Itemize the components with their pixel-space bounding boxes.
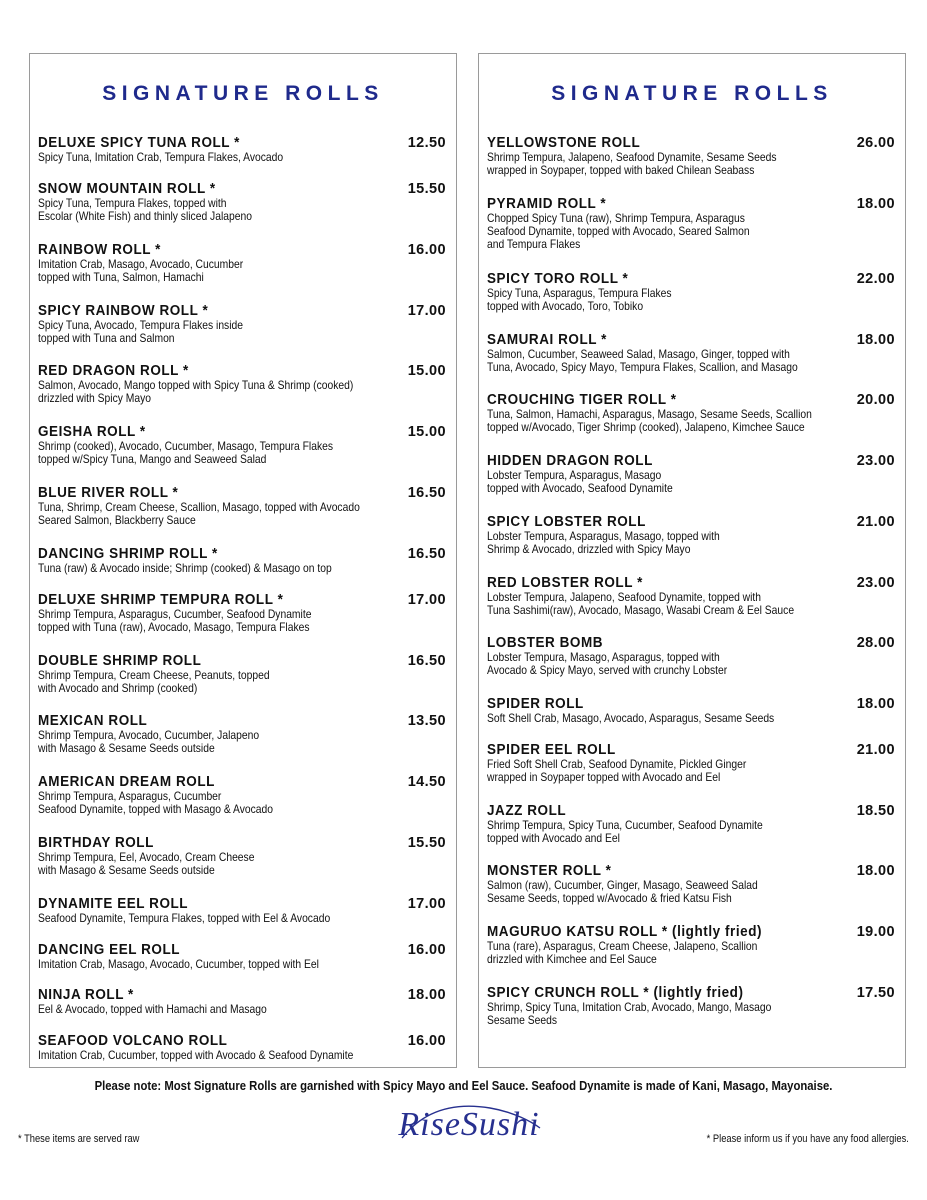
item-price: 13.50	[407, 713, 446, 729]
item-name: SEAFOOD VOLCANO ROLL	[38, 1033, 228, 1049]
item-desc: Shrimp Tempura, Eel, Avocado, Cream Cheese with Masago & Sesame Seeds outside	[38, 850, 255, 877]
item-desc: Chopped Spicy Tuna (raw), Shrimp Tempura, Asparagus Seafood Dynamite, topped with Avocado, Seared Salmon and Tempura Flakes	[487, 211, 750, 251]
item-desc: Spicy Tuna, Asparagus, Tempura Flakes topped with Avocado, Toro, Tobiko	[487, 286, 672, 313]
item-name: JAZZ ROLL	[487, 803, 567, 819]
item-name: YELLOWSTONE ROLL	[487, 135, 641, 151]
item-name: SPICY LOBSTER ROLL	[487, 514, 646, 530]
item-desc: Spicy Tuna, Tempura Flakes, topped with Escolar (White Fish) and thinly sliced Jalapeno	[38, 196, 252, 223]
item-desc: Shrimp Tempura, Avocado, Cucumber, Jalapeno with Masago & Sesame Seeds outside	[38, 728, 260, 755]
item-name: BIRTHDAY ROLL	[38, 835, 154, 851]
item-name: RED DRAGON ROLL *	[38, 363, 189, 379]
item-price: 23.00	[856, 453, 895, 469]
item-desc: Imitation Crab, Masago, Avocado, Cucumber topped with Tuna, Salmon, Hamachi	[38, 257, 244, 284]
item-desc: Tuna, Shrimp, Cream Cheese, Scallion, Masago, topped with Avocado Seared Salmon, Blackberry Sauce	[38, 500, 360, 527]
item-name: DOUBLE SHRIMP ROLL	[38, 653, 202, 669]
item-name: DANCING EEL ROLL	[38, 942, 181, 958]
item-price: 12.50	[407, 135, 446, 151]
menu-item	[487, 515, 897, 556]
item-desc: Salmon, Cucumber, Seaweed Salad, Masago, Ginger, topped with Tuna, Avocado, Spicy Mayo, Tempura Flakes, Scallion, and Masago	[487, 347, 798, 374]
item-price: 16.50	[407, 485, 446, 501]
menu-item	[38, 988, 448, 1016]
rise-sushi-logo	[394, 1098, 544, 1154]
menu-item	[487, 197, 897, 251]
item-price: 17.00	[407, 896, 446, 912]
item-name: MEXICAN ROLL	[38, 713, 148, 729]
item-name: MONSTER ROLL *	[487, 863, 612, 879]
item-desc: Salmon, Avocado, Mango topped with Spicy Tuna & Shrimp (cooked) drizzled with Spicy Mayo	[38, 378, 354, 405]
item-name: BLUE RIVER ROLL *	[38, 485, 179, 501]
item-name: SPICY CRUNCH ROLL * (lightly fried)	[487, 985, 744, 1001]
menu-item	[487, 697, 897, 725]
item-price: 16.50	[407, 653, 446, 669]
item-price: 18.00	[856, 863, 895, 879]
menu-item	[38, 243, 448, 284]
menu-item	[38, 897, 448, 925]
item-desc: Lobster Tempura, Asparagus, Masago topped with Avocado, Seafood Dynamite	[487, 468, 673, 495]
item-price: 18.50	[856, 803, 895, 819]
menu-item	[487, 333, 897, 374]
item-desc: Lobster Tempura, Masago, Asparagus, topped with Avocado & Spicy Mayo, served with crunchy Lobster	[487, 650, 728, 677]
menu-item	[487, 925, 897, 966]
item-price: 14.50	[407, 774, 446, 790]
item-price: 18.00	[856, 196, 895, 212]
menu-item	[38, 182, 448, 223]
menu-item	[487, 576, 897, 617]
right-menu-panel	[478, 53, 906, 1068]
item-price: 15.00	[407, 424, 446, 440]
item-price: 16.00	[407, 942, 446, 958]
menu-item	[487, 743, 897, 784]
item-name: NINJA ROLL *	[38, 987, 134, 1003]
item-desc: Eel & Avocado, topped with Hamachi and Masago	[38, 1002, 267, 1016]
item-desc: Lobster Tempura, Asparagus, Masago, topped with Shrimp & Avocado, drizzled with Spicy Mayo	[487, 529, 720, 556]
left-menu-panel	[29, 53, 457, 1068]
menu-item	[38, 593, 448, 634]
item-price: 17.50	[856, 985, 895, 1001]
item-price: 23.00	[856, 575, 895, 591]
item-name: RAINBOW ROLL *	[38, 242, 161, 258]
item-desc: Shrimp Tempura, Spicy Tuna, Cucumber, Seafood Dynamite topped with Avocado and Eel	[487, 818, 763, 845]
menu-item	[38, 364, 448, 405]
item-name: SAMURAI ROLL *	[487, 332, 607, 348]
item-desc: Shrimp Tempura, Asparagus, Cucumber Seafood Dynamite, topped with Masago & Avocado	[38, 789, 274, 816]
menu-item	[38, 775, 448, 816]
menu-item	[38, 136, 448, 164]
item-desc: Tuna (raw) & Avocado inside; Shrimp (cooked) & Masago on top	[38, 561, 332, 575]
item-desc: Lobster Tempura, Jalapeno, Seafood Dynamite, topped with Tuna Sashimi(raw), Avocado, Masago, Wasabi Cream & Eel Sauce	[487, 590, 795, 617]
item-price: 21.00	[856, 742, 895, 758]
item-desc: Spicy Tuna, Avocado, Tempura Flakes inside topped with Tuna and Salmon	[38, 318, 243, 345]
item-price: 15.00	[407, 363, 446, 379]
item-desc: Shrimp Tempura, Cream Cheese, Peanuts, topped with Avocado and Shrimp (cooked)	[38, 668, 270, 695]
item-name: DELUXE SPICY TUNA ROLL *	[38, 135, 240, 151]
item-price: 21.00	[856, 514, 895, 530]
item-name: SPIDER ROLL	[487, 696, 584, 712]
raw-items-footnote: * These items are served raw	[18, 1133, 140, 1145]
item-price: 18.00	[856, 332, 895, 348]
item-desc: Imitation Crab, Cucumber, topped with Avocado & Seafood Dynamite	[38, 1048, 354, 1062]
item-name: MAGURUO KATSU ROLL * (lightly fried)	[487, 924, 763, 940]
item-price: 16.00	[407, 1033, 446, 1049]
item-name: CROUCHING TIGER ROLL *	[487, 392, 677, 408]
item-name: SPICY RAINBOW ROLL *	[38, 303, 209, 319]
item-name: DYNAMITE EEL ROLL	[38, 896, 189, 912]
item-price: 17.00	[407, 592, 446, 608]
item-price: 18.00	[407, 987, 446, 1003]
item-name: GEISHA ROLL *	[38, 424, 146, 440]
item-name: PYRAMID ROLL *	[487, 196, 607, 212]
right-panel-title: SIGNATURE ROLLS	[551, 82, 833, 105]
item-price: 18.00	[856, 696, 895, 712]
item-price: 16.50	[407, 546, 446, 562]
menu-item	[38, 425, 448, 466]
menu-item	[487, 804, 897, 845]
item-desc: Shrimp, Spicy Tuna, Imitation Crab, Avocado, Mango, Masago Sesame Seeds	[487, 1000, 772, 1027]
menu-item	[487, 636, 897, 677]
left-panel-title: SIGNATURE ROLLS	[102, 82, 384, 105]
menu-item	[487, 136, 897, 177]
item-name: AMERICAN DREAM ROLL	[38, 774, 215, 790]
item-price: 28.00	[856, 635, 895, 651]
item-name: LOBSTER BOMB	[487, 635, 604, 651]
menu-item	[487, 393, 897, 434]
item-name: HIDDEN DRAGON ROLL	[487, 453, 653, 469]
item-name: DELUXE SHRIMP TEMPURA ROLL *	[38, 592, 284, 608]
item-desc: Shrimp Tempura, Asparagus, Cucumber, Seafood Dynamite topped with Tuna (raw), Avocado, Masago, Tempura Flakes	[38, 607, 312, 634]
menu-item	[487, 454, 897, 495]
item-price: 20.00	[856, 392, 895, 408]
menu-item	[38, 1034, 448, 1062]
menu-item	[487, 864, 897, 905]
menu-item	[38, 547, 448, 575]
item-desc: Imitation Crab, Masago, Avocado, Cucumber, topped with Eel	[38, 957, 319, 971]
item-desc: Shrimp (cooked), Avocado, Cucumber, Masago, Tempura Flakes topped w/Spicy Tuna, Mango and Seaweed Salad	[38, 439, 334, 466]
menu-item	[487, 272, 897, 313]
allergy-footnote: * Please inform us if you have any food allergies.	[706, 1133, 909, 1145]
item-price: 15.50	[407, 181, 446, 197]
item-price: 16.00	[407, 242, 446, 258]
item-desc: Spicy Tuna, Imitation Crab, Tempura Flakes, Avocado	[38, 150, 284, 164]
item-name: SNOW MOUNTAIN ROLL *	[38, 181, 216, 197]
item-desc: Shrimp Tempura, Jalapeno, Seafood Dynamite, Sesame Seeds wrapped in Soypaper, topped with baked Chilean Seabass	[487, 150, 777, 177]
item-name: DANCING SHRIMP ROLL *	[38, 546, 218, 562]
item-price: 26.00	[856, 135, 895, 151]
menu-item	[487, 986, 897, 1027]
item-desc: Tuna, Salmon, Hamachi, Asparagus, Masago, Sesame Seeds, Scallion topped w/Avocado, Tiger Shrimp (cooked), Jalapeno, Kimchee Sauce	[487, 407, 812, 434]
menu-item	[38, 304, 448, 345]
menu-item	[38, 486, 448, 527]
menu-item	[38, 714, 448, 755]
item-desc: Fried Soft Shell Crab, Seafood Dynamite, Pickled Ginger wrapped in Soypaper topped with Avocado and Eel	[487, 757, 747, 784]
item-price: 19.00	[856, 924, 895, 940]
garnish-note: Please note: Most Signature Rolls are garnished with Spicy Mayo and Eel Sauce. Seafood Dynamite is made of Kani, Masago, Mayonaise.	[94, 1078, 833, 1093]
item-desc: Soft Shell Crab, Masago, Avocado, Asparagus, Sesame Seeds	[487, 711, 775, 725]
item-price: 17.00	[407, 303, 446, 319]
menu-item	[38, 836, 448, 877]
logo-text: RiseSushi	[398, 1106, 540, 1143]
item-name: RED LOBSTER ROLL *	[487, 575, 643, 591]
item-desc: Seafood Dynamite, Tempura Flakes, topped with Eel & Avocado	[38, 911, 331, 925]
menu-item	[38, 654, 448, 695]
item-price: 15.50	[407, 835, 446, 851]
item-desc: Salmon (raw), Cucumber, Ginger, Masago, Seaweed Salad Sesame Seeds, topped w/Avocado & fried Katsu Fish	[487, 878, 758, 905]
item-price: 22.00	[856, 271, 895, 287]
item-name: SPICY TORO ROLL *	[487, 271, 629, 287]
item-name: SPIDER EEL ROLL	[487, 742, 616, 758]
menu-item	[38, 943, 448, 971]
item-desc: Tuna (rare), Asparagus, Cream Cheese, Jalapeno, Scallion drizzled with Kimchee and Eel Sauce	[487, 939, 758, 966]
